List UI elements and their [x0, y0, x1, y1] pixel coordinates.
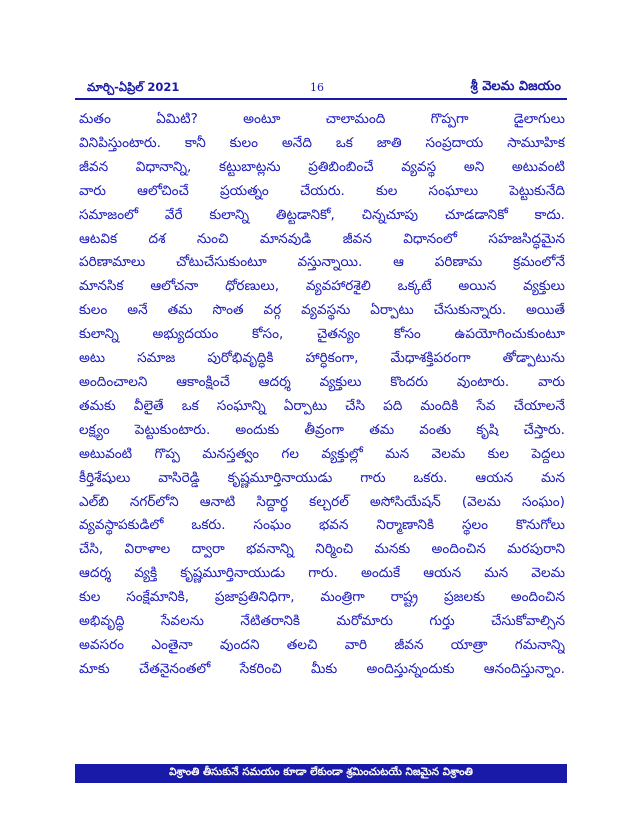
body-line: కులాన్ని అభ్యుదయం కోసం, చైతన్యం కోసం ఉపయోగించుకుంటూ — [79, 326, 565, 343]
body-line: మతం ఏమిటి? అంటూ చాలామంది గొప్పగా డైలాగులు — [79, 111, 565, 127]
body-line: జీవన విధానాన్ని, కట్టుబాట్లను ప్రతిబింబించే వ్యవస్థ అని అటువంటి — [79, 158, 565, 175]
magazine-title: శ్రీ వెలమ విజయం — [470, 79, 561, 94]
footer-banner — [75, 764, 567, 783]
page-header — [75, 78, 567, 100]
magazine-page — [75, 78, 567, 783]
body-line: ఎల్‌బి నగర్‌లోని ఆనాటి సిద్దార్థ కల్చరల్ అసోసియేషన్ (వెలమ సంఘం) — [79, 493, 565, 510]
body-line: అవసరం ఎంతైనా వుందని తలచి వారి జీవన యాత్రా గమనాన్ని — [79, 636, 565, 653]
body-line: కులం అనే తమ సొంత వర్గ వ్యవస్థను ఏర్పాటు చేసుకున్నారు. అయితే — [79, 302, 565, 319]
article-body — [79, 108, 565, 682]
body-line: కీర్తిశేషులు వాసిరెడ్డి కృష్ణమూర్తినాయుడు గారు ఒకరు. ఆయన మన — [79, 469, 565, 486]
body-line: సమాజంలో వేరే కులాన్ని తిట్టడానికో, చిన్నచూపు చూడడానికో కాదు. — [79, 206, 565, 223]
body-line: వారు ఆలోచించే ప్రయత్నం చేయరు. కుల సంఘాలు పెట్టుకునేది — [79, 182, 565, 199]
body-line: పరిణామాలు చోటుచేసుకుంటూ వస్తున్నాయి. ఆ పరిణామ క్రమంలోనే — [79, 254, 565, 271]
body-line: అటు సమాజ పురోభివృద్ధికి హార్ధికంగా, మేధాశక్తిపరంగా తోడ్పాటును — [79, 350, 565, 367]
body-line: మానసిక ఆలోచనా ధోరణులు, వ్యవహారశైలి ఒక్కటే అయిన వ్యక్తులు — [79, 278, 565, 295]
body-line: కుల సంక్షేమానికి, ప్రజాప్రతినిధిగా, మంత్రిగా రాష్ట్ర ప్రజలకు అందించిన — [79, 589, 565, 606]
body-line: లక్ష్యం పెట్టుకుంటారు. అందుకు తీవ్రంగా తమ వంతు కృషి చేస్తారు. — [79, 421, 565, 438]
footer-tagline: విశ్రాంతి తీసుకునే సమయం కూడా లేకుండా శ్రమించుటయే నిజమైన విశ్రాంతి — [169, 766, 473, 778]
body-line: వ్యవస్థాపకుడిలో ఒకరు. సంఘం భవన నిర్మాణానికి స్థలం కొనుగోలు — [79, 517, 565, 534]
body-line: చేసి, విరాళాల ద్వారా భవనాన్ని నిర్మించి మనకు అందించిన మరపురాని — [79, 541, 565, 558]
body-line: వినిపిస్తుంటారు. కానీ కులం అనేది ఒక జాతి సంప్రదాయ సామూహిక — [79, 134, 565, 151]
body-line: మాకు చేతనైనంతలో సేకరించి మీకు అందిస్తున్నందుకు ఆనందిస్తున్నాం. — [79, 660, 565, 677]
issue-date: మార్చి-ఏప్రిల్ 2021 — [87, 79, 180, 94]
page-number: 16 — [310, 81, 324, 94]
body-line: తమకు వీలైతే ఒక సంఘాన్ని ఏర్పాటు చేసి పది మందికి సేవ చేయాలనే — [79, 397, 565, 414]
body-line: అందించాలని ఆకాంక్షించే ఆదర్శ వ్యక్తులు కొందరు వుంటారు. వారు — [79, 373, 565, 390]
body-line: ఆటవిక దశ నుంచి మానవుడి జీవన విధానంలో సహజసిద్ధమైన — [79, 230, 565, 247]
body-line: అభివృద్ధి సేవలను నేటితరానికి మరోమారు గుర్తు చేసుకోవాల్సిన — [79, 613, 565, 630]
body-line: అటువంటి గొప్ప మనస్తత్వం గల వ్యక్తుల్లో మన వెలమ కుల పెద్దలు — [79, 445, 565, 462]
body-line: ఆదర్శ వ్యక్తి కృష్ణమూర్తినాయుడు గారు. అందుకే ఆయన మన వెలమ — [79, 565, 565, 582]
